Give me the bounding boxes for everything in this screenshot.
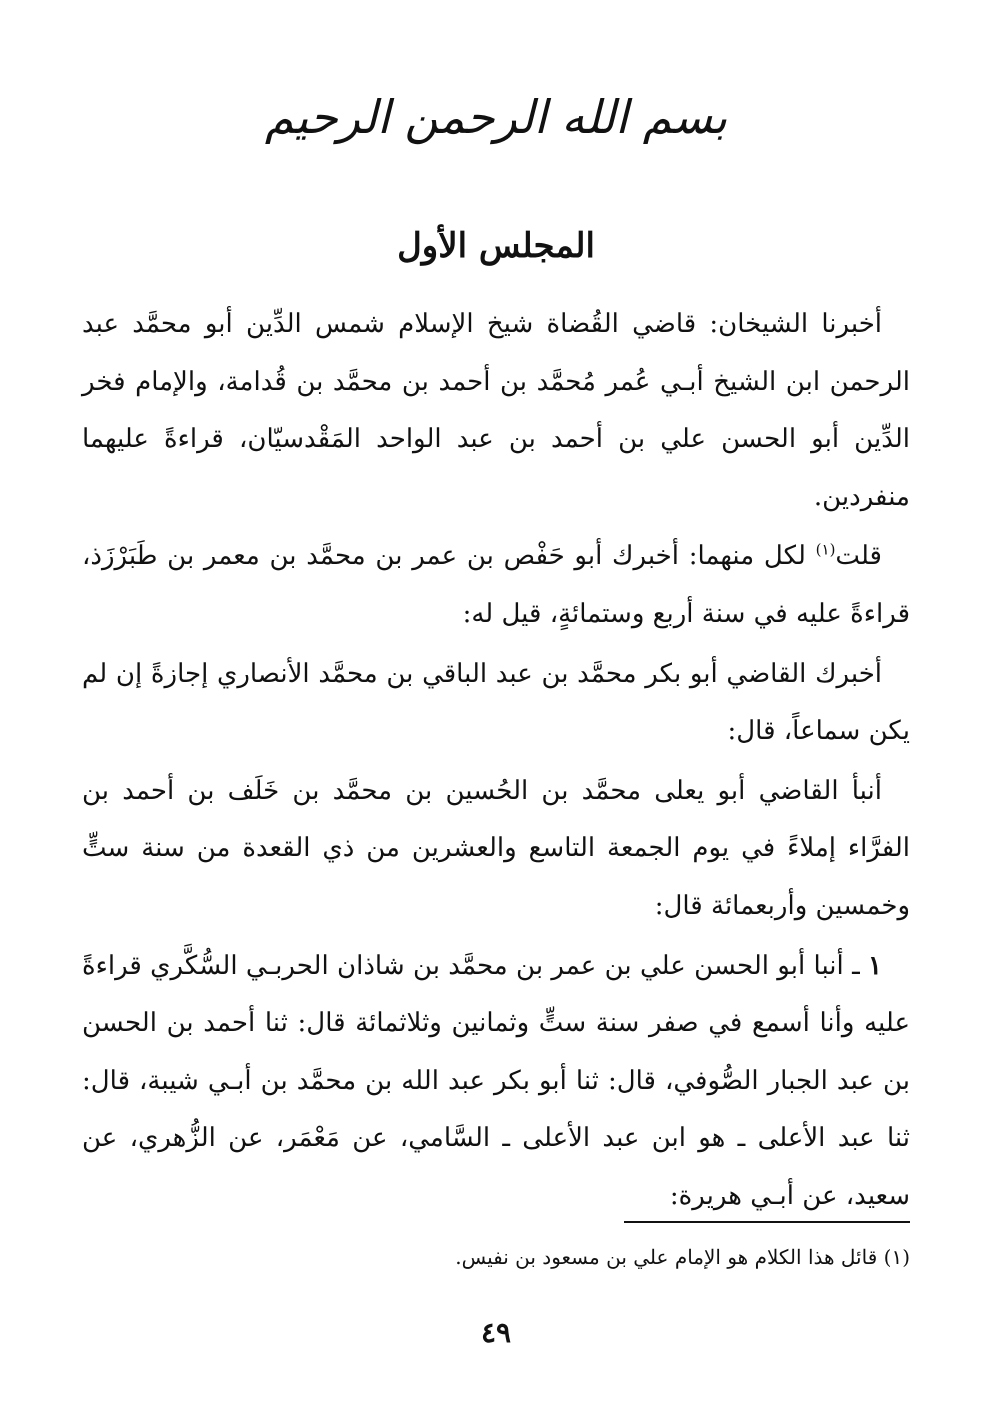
footnote: (١) قائل هذا الكلام هو الإمام علي بن مسعود بن نفيس. [455,1245,910,1269]
hadith-paragraph [82,938,910,1226]
paragraph-1 [82,296,910,526]
chapter-heading: المجلس الأول [397,226,595,266]
paragraph-text: أخبرك القاضي أبو بكر محمَّد بن عبد الباقي بن محمَّد الأنصاري إجازةً إن لم يكن سماعاً، قال: [82,658,910,747]
footnote-divider [624,1221,910,1223]
paragraph-text: أخبرنا الشيخان: قاضي القُضاة شيخ الإسلام شمس الدِّين أبو محمَّد عبد الرحمن ابن الشيخ أبـي عُمر مُحمَّد بن أحمد بن محمَّد بن قُدامة، والإمام فخر الدِّين أبو الحسن علي بن أحمد بن عبد الواحد المَقْدسيّان، قراءةً عليهما منفردين. [82,309,910,512]
paragraph-text: لكل منهما: أخبرك أبو حَفْص بن عمر بن محمَّد بن معمر بن طَبَرْزَذ، قراءةً عليه في سنة أربع وستمائةٍ، قيل له: [82,541,910,629]
paragraph-text: ـ أنبا أبو الحسن علي بن عمر بن محمَّد بن شاذان الحربـي السُّكَّري قراءةً عليه وأنا أسمع في صفر سنة ستٍّ وثمانين وثلاثمائة قال: ثنا أحمد بن الحسن بن عبد الجبار الصُّوفي، قال: ثنا أبو بكر عبد الله بن محمَّد بن أبـي شيبة، قال: ثنا عبد الأعلى ـ هو ابن عبد الأعلى ـ السَّامي، عن مَعْمَر، عن الزُّهري، عن سعيد، عن أبـي هريرة: [82,950,910,1211]
paragraph-text: أنبأ القاضي أبو يعلى محمَّد بن الحُسين بن محمَّد بن خَلَف بن أحمد بن الفرَّاء إملاءً في يوم الجمعة التاسع والعشرين من ذي القعدة من سنة ستٍّ وخمسين وأربعمائة قال: [82,775,910,921]
page-number: ٤٩ [480,1316,512,1349]
main-text [82,296,910,1226]
hadith-number: ١ [868,950,882,981]
paragraph-2 [82,528,910,643]
footnote-reference[interactable]: (١) [815,540,836,559]
basmala-calligraphy: بسم الله الرحمن الرحيم [264,90,728,144]
paragraph-3 [82,646,910,761]
paragraph-text: قلت [835,541,882,572]
paragraph-4 [82,763,910,936]
